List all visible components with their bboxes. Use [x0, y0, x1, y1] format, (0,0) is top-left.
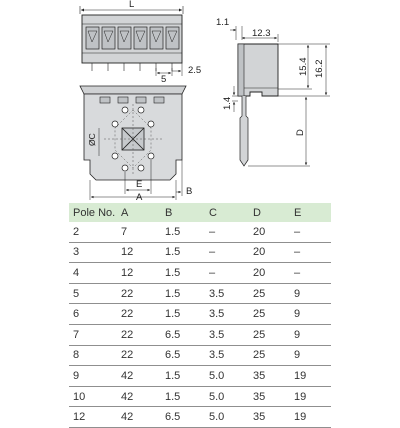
cell-b: 1.5	[161, 366, 205, 387]
cell-e: 19	[290, 386, 331, 407]
cell-c: –	[205, 242, 249, 263]
cell-pole: 8	[69, 345, 117, 366]
cell-d: 20	[249, 242, 290, 263]
cell-b: 1.5	[161, 386, 205, 407]
cell-b: 6.5	[161, 407, 205, 428]
cell-b: 1.5	[161, 304, 205, 325]
dim-e-label: E	[136, 179, 143, 190]
cell-a: 12	[117, 263, 161, 284]
table-row	[69, 366, 331, 387]
cell-e: 9	[290, 324, 331, 345]
cell-e: –	[290, 222, 331, 242]
technical-drawing	[0, 0, 400, 202]
cell-pole: 6	[69, 304, 117, 325]
bottom-view	[80, 86, 192, 202]
cell-a: 42	[117, 386, 161, 407]
header-e: E	[290, 203, 331, 222]
cell-d: 35	[249, 366, 290, 387]
cell-c: 3.5	[205, 324, 249, 345]
cell-b: 6.5	[161, 345, 205, 366]
dim-hole-label: ØC	[87, 133, 97, 146]
cell-a: 42	[117, 366, 161, 387]
cell-c: 3.5	[205, 345, 249, 366]
side-view	[216, 17, 330, 166]
cell-e: 19	[290, 407, 331, 428]
cell-c: 5.0	[205, 366, 249, 387]
dim-1-4-label: 1.4	[222, 96, 233, 110]
cell-d: 20	[249, 263, 290, 284]
header-d: D	[249, 203, 290, 222]
cell-c: 5.0	[205, 407, 249, 428]
cell-d: 35	[249, 407, 290, 428]
cell-a: 12	[117, 242, 161, 263]
header-pole-no: Pole No.	[69, 203, 117, 222]
cell-a: 42	[117, 407, 161, 428]
cell-a: 22	[117, 283, 161, 304]
cell-d: 25	[249, 324, 290, 345]
cell-e: 9	[290, 283, 331, 304]
table-row	[69, 242, 331, 263]
cell-pole: 2	[69, 222, 117, 242]
dim-pitch-label: 5	[161, 74, 167, 85]
cell-e: 9	[290, 345, 331, 366]
dim-1-1-label: 1.1	[216, 17, 230, 28]
cell-a: 22	[117, 304, 161, 325]
cell-pole: 3	[69, 242, 117, 263]
dim-a-label: A	[136, 192, 143, 202]
header-c: C	[205, 203, 249, 222]
cell-b: 1.5	[161, 263, 205, 284]
dimension-table	[69, 203, 331, 428]
cell-a: 22	[117, 324, 161, 345]
header-b: B	[161, 203, 205, 222]
dim-15-4-label: 15.4	[298, 57, 309, 76]
bottom-flange	[80, 86, 186, 94]
cell-pole: 10	[69, 386, 117, 407]
table-row	[69, 283, 331, 304]
cell-e: –	[290, 263, 331, 284]
cell-c: 3.5	[205, 283, 249, 304]
cell-d: 35	[249, 386, 290, 407]
cell-a: 22	[117, 345, 161, 366]
cell-e: 19	[290, 366, 331, 387]
dim-l-label: L	[129, 0, 135, 10]
cell-b: 1.5	[161, 242, 205, 263]
cell-c: –	[205, 222, 249, 242]
header-a: A	[117, 203, 161, 222]
cell-pole: 7	[69, 324, 117, 345]
cell-b: 1.5	[161, 222, 205, 242]
table-row	[69, 304, 331, 325]
cell-c: 5.0	[205, 386, 249, 407]
cell-d: 25	[249, 345, 290, 366]
cell-e: 9	[290, 304, 331, 325]
table-row	[69, 324, 331, 345]
table-row	[69, 222, 331, 242]
cell-a: 7	[117, 222, 161, 242]
dim-d-label: D	[295, 129, 306, 136]
table-row	[69, 263, 331, 284]
side-pin	[240, 96, 248, 166]
cell-d: 25	[249, 304, 290, 325]
cell-pole: 12	[69, 407, 117, 428]
cell-d: 20	[249, 222, 290, 242]
cell-pole: 9	[69, 366, 117, 387]
front-view	[80, 0, 201, 85]
cell-b: 6.5	[161, 324, 205, 345]
dim-b-label: B	[186, 186, 193, 197]
cell-d: 25	[249, 283, 290, 304]
cell-pole: 5	[69, 283, 117, 304]
table-header-row	[69, 203, 331, 222]
cell-c: 3.5	[205, 304, 249, 325]
table-row	[69, 345, 331, 366]
table-row	[69, 407, 331, 428]
dim-16-2-label: 16.2	[314, 59, 325, 78]
dim-offset-label: 2.5	[188, 65, 202, 76]
cell-b: 1.5	[161, 283, 205, 304]
cell-c: –	[205, 263, 249, 284]
cell-e: –	[290, 242, 331, 263]
table-row	[69, 386, 331, 407]
dim-12-3-label: 12.3	[252, 28, 271, 39]
cell-pole: 4	[69, 263, 117, 284]
